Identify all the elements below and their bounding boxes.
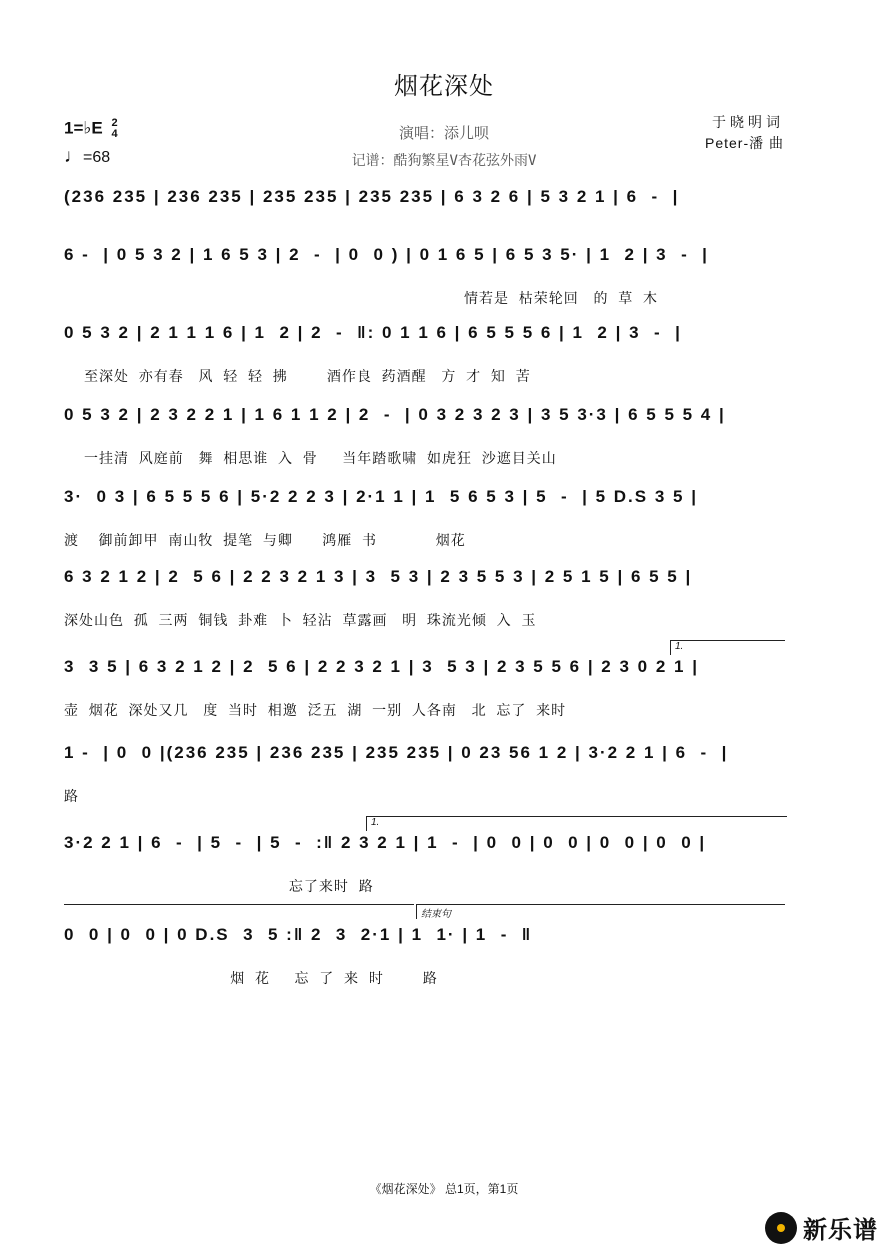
system-line: [64, 904, 414, 905]
lyric-line: 烟 花 忘 了 来 时 路: [64, 970, 438, 986]
page-title: 烟花深处: [394, 73, 494, 100]
time-sig-bottom: 4: [111, 128, 118, 140]
notation-line: 0 0 | 0 0 | 0 D.S 3 5 :‖ 2 3 2·1 | 1 1· | 1 - ‖: [64, 925, 533, 944]
notation-line: 0 5 3 2 | 2 3 2 2 1 | 1 6 1 1 2 | 2 - | 0 3 2 3 2 3 | 3 5 3·3 | 6 5 5 5 4 |: [64, 405, 726, 424]
tempo-value: =68: [83, 149, 111, 166]
score-row-5: [64, 484, 782, 548]
transcriber-credit: 记谱：酷狗繁星V杏花弦外雨V: [351, 153, 537, 169]
lyric-line: 忘了来时 路: [64, 878, 374, 894]
notation-line: (236 235 | 236 235 | 235 235 | 235 235 | 6 3 2 6 | 5 3 2 1 | 6 - |: [64, 187, 680, 206]
lyric-line: 一挂清 风庭前 舞 相思谁 入 骨 当年踏歌啸 如虎狂 沙遮目关山: [84, 450, 557, 466]
volta-bracket: 结束句: [416, 904, 785, 919]
score-row-3: [64, 320, 782, 384]
lyric-line: 情若是 枯荣轮回 的 草 木: [464, 290, 659, 306]
logo-text: 新乐谱: [803, 1217, 878, 1244]
notation-line: 3· 0 3 | 6 5 5 5 6 | 5·2 2 2 3 | 2·1 1 | 1 5 6 5 3 | 5 - | 5 D.S 3 5 |: [64, 487, 698, 506]
site-logo: [765, 1210, 878, 1245]
volta-bracket: 1.: [366, 816, 787, 831]
volta-bracket: 1.: [670, 640, 785, 655]
notation-line: 6 3 2 1 2 | 2 5 6 | 2 2 3 2 1 3 | 3 5 3 | 2 3 5 5 3 | 2 5 1 5 | 6 5 5 |: [64, 567, 693, 586]
score-row-7: [64, 654, 782, 718]
score-row-1: [64, 184, 782, 228]
notation-line: 1 - | 0 0 |(236 235 | 236 235 | 235 235 | 0 23 56 1 2 | 3·2 2 1 | 6 - |: [64, 743, 729, 762]
composer-credit: Peter-潘 曲: [704, 135, 784, 151]
notation-line: 3·2 2 1 | 6 - | 5 - | 5 - :‖ 2 3 2 1 | 1 - | 0 0 | 0 0 | 0 0 | 0 0 |: [64, 833, 707, 852]
singer-credit: 演唱：添儿呗: [398, 125, 489, 142]
notation-line: 0 5 3 2 | 2 1 1 1 6 | 1 2 | 2 - ‖: 0 1 1 6 | 6 5 5 5 6 | 1 2 | 3 - |: [64, 323, 682, 342]
notation-line: 6 - | 0 5 3 2 | 1 6 5 3 | 2 - | 0 0 ) | 0 1 6 5 | 6 5 3 5· | 1 2 | 3 - |: [64, 245, 709, 264]
score-row-4: [64, 402, 782, 466]
lyric-line: 深处山色 孤 三两 铜钱 卦难 卜 轻沾 草露画 明 珠流光倾 入 玉: [64, 612, 537, 628]
key-label: 1=♭E: [64, 118, 103, 138]
lyric-line: 渡 御前卸甲 南山牧 提笔 与卿 鸿雁 书 烟花: [64, 532, 466, 548]
score-row-6: [64, 564, 782, 628]
score-row-9: [64, 830, 782, 894]
score-row-2: [64, 242, 782, 306]
lyric-line: 壶 烟花 深处又几 度 当时 相邀 泛五 湖 一别 人各南 北 忘了 来时: [64, 702, 567, 718]
music-disc-icon: [765, 1212, 797, 1244]
lyric-line: 至深处 亦有春 风 轻 轻 拂 酒作良 药酒醒 方 才 知 苦: [84, 368, 531, 384]
time-sig-top: 2: [111, 117, 118, 129]
score-row-8: [64, 740, 782, 804]
page-footer: 《烟花深处》 总1页，第1页: [369, 1182, 519, 1196]
score-row-10: [64, 922, 782, 986]
lyric-line: 路: [64, 788, 79, 804]
lyricist-credit: 于晓明词: [712, 114, 784, 130]
notation-line: 3 3 5 | 6 3 2 1 2 | 2 5 6 | 2 2 3 2 1 | 3 5 3 | 2 3 5 5 6 | 2 3 0 2 1 |: [64, 657, 699, 676]
quarter-note-icon: ♩: [64, 146, 83, 167]
